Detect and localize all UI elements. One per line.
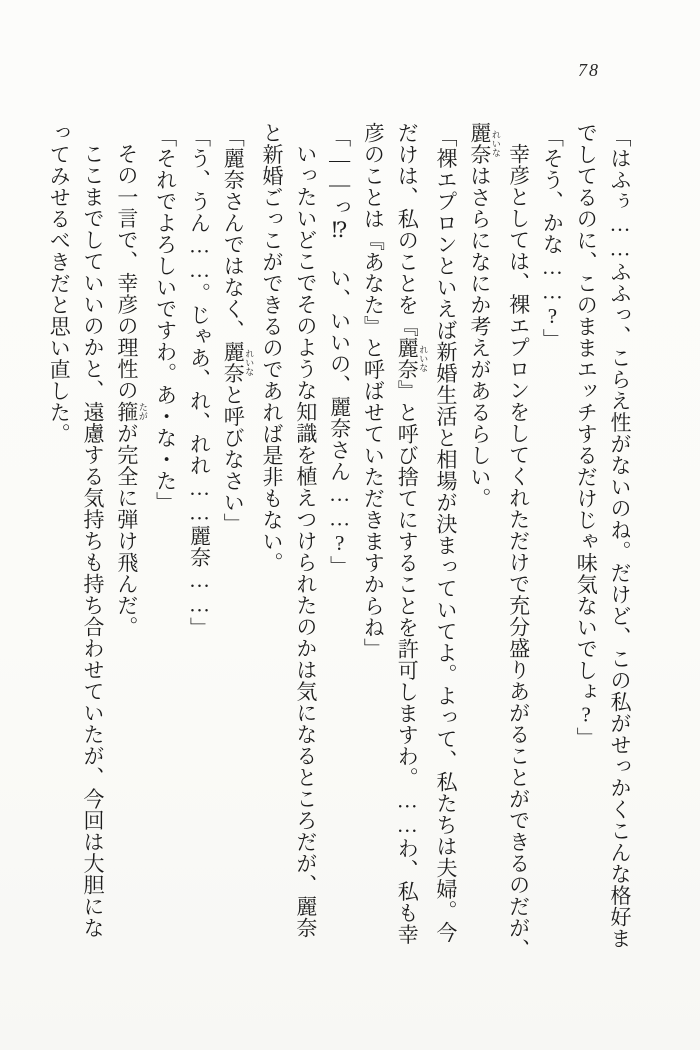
text-line: ここまでしていいのかと、遠慮する気持ちも持ち合わせていたが、今回は大胆にな [81,143,106,939]
text-line: でしてるのに、このままエッチするだけじゃ味気ないでしょ?」 [574,122,599,749]
text-line: 「――っ⁉ い、いいの、麗奈さん……?」 [327,126,352,577]
text-line: だけは、私のことを『麗奈 れいな』と呼び捨てにすることを許可しますわ。……わ、私も幸 [395,122,429,945]
text-line: 彦のことは『あなた』と呼ばせていただきますからね」 [361,122,386,660]
text-line: ってみせるべきだと思い直した。 [47,122,72,445]
text-line: 「はふぅ……ふふっ、こらえ性がないのね。だけど、この私がせっかくこんな格好ま [608,126,632,949]
text-line: 「う、うん……。じゃあ、れ、れれ……麗奈……」 [187,126,212,639]
text-line: 「裸エプロンといえば新婚生活と相場が決まっていてよ。よって、私たちは夫婦。今 [434,126,459,943]
text-line: 「麗奈さんではなく、麗奈 れいなと呼びなさい」 [221,126,255,535]
text-line: 麗奈 れいなはさらになにか考えがあるらしい。 [467,122,501,509]
text-line: 「そう、かな……?」 [540,126,565,350]
text-line: 「それでよろしいですわ。あ・な・た」 [153,126,178,513]
text-line: その一言で、幸彦の理性の箍 たがが完全に弾け飛んだ。 [114,143,148,638]
text-block [41,122,636,960]
text-line: 幸彦としては、裸エプロンをしてくれただけで充分盛りあがることができるのだが、 [506,143,531,960]
text-line: と新婚ごっこができるのであれば是非もない。 [260,122,285,574]
page-number: 78 [578,60,600,80]
text-line: いったいどこでそのような知識を植えつけられたのかは気になるところだが、麗奈 [293,143,318,939]
